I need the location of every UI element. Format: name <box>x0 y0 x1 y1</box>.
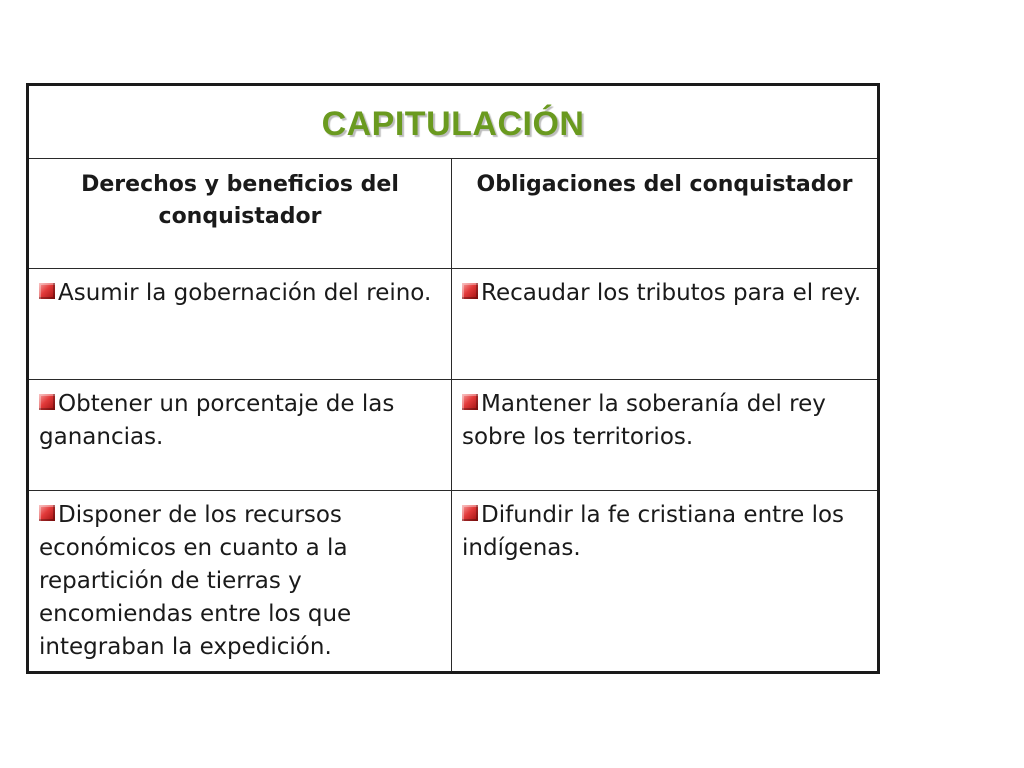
cell-text: Asumir la gobernación del reino. <box>58 280 432 306</box>
table-row <box>28 269 879 380</box>
table-cell-obligations <box>452 269 879 380</box>
cell-text: Difundir la fe cristiana entre los indígenas. <box>462 502 845 561</box>
title-row <box>28 85 879 159</box>
column-header-rights: Derechos y beneficios del conquistador <box>81 172 399 229</box>
table-row <box>28 491 879 673</box>
red-square-bullet-icon <box>462 394 478 410</box>
capitulacion-table <box>26 83 880 674</box>
red-square-bullet-icon <box>39 283 55 299</box>
table-cell-rights <box>28 380 452 491</box>
table-row <box>28 380 879 491</box>
table-cell-obligations <box>452 491 879 673</box>
cell-text: Disponer de los recursos económicos en cuanto a la repartición de tierras y encomiendas entre los que integraban la expedición. <box>39 502 352 660</box>
red-square-bullet-icon <box>462 283 478 299</box>
header-cell-rights <box>28 159 452 269</box>
red-square-bullet-icon <box>39 394 55 410</box>
title-cell <box>28 85 879 159</box>
red-square-bullet-icon <box>462 505 478 521</box>
table-cell-rights <box>28 269 452 380</box>
header-row <box>28 159 879 269</box>
header-cell-obligations <box>452 159 879 269</box>
table-cell-obligations <box>452 380 879 491</box>
column-header-obligations: Obligaciones del conquistador <box>476 172 853 197</box>
table-cell-rights <box>28 491 452 673</box>
cell-text: Mantener la soberanía del rey sobre los territorios. <box>462 391 826 450</box>
cell-text: Recaudar los tributos para el rey. <box>481 280 862 306</box>
red-square-bullet-icon <box>39 505 55 521</box>
cell-text: Obtener un porcentaje de las ganancias. <box>39 391 395 450</box>
table-title: CAPITULACIÓN <box>321 104 585 143</box>
